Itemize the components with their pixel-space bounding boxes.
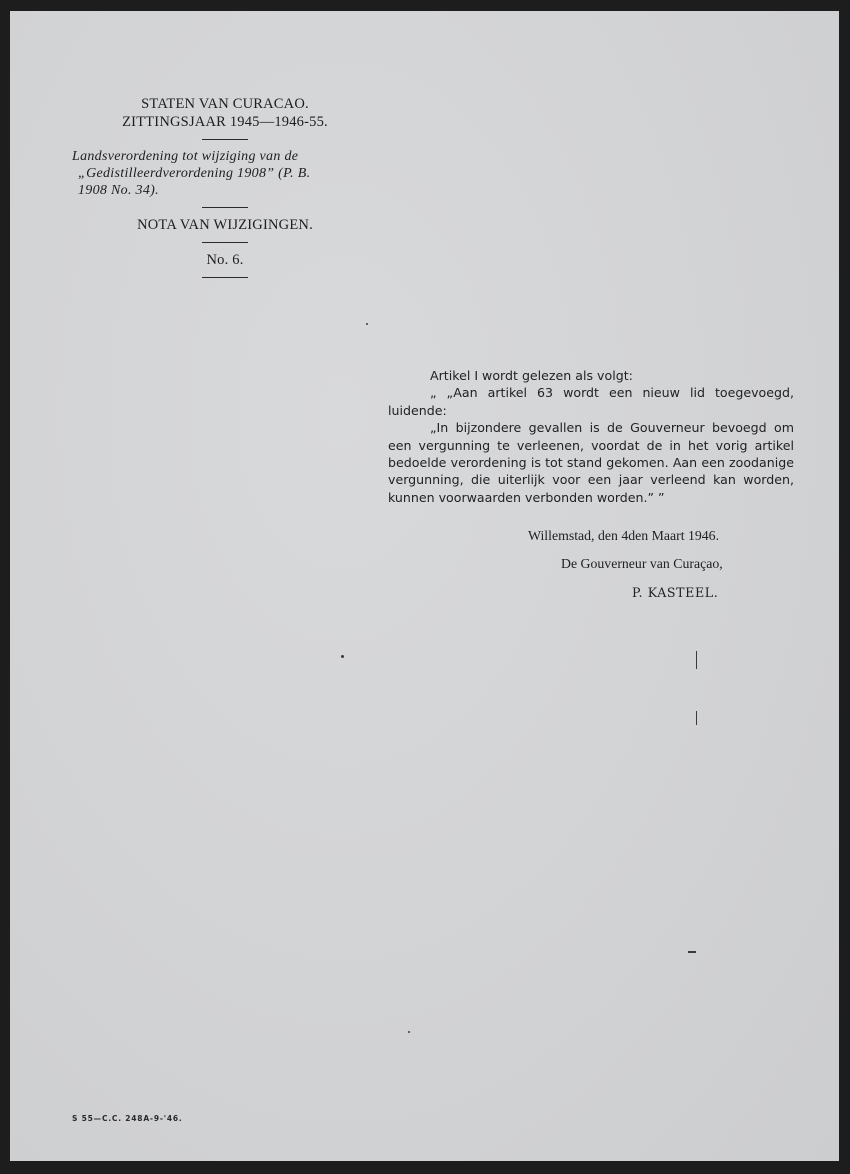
paragraph-new-clause: „In bijzondere gevallen is de Gouverneur bevoegd om een vergunning te verleenen, voordat de in het vorig artikel bedoelde verordening is tot stand gekomen. Aan een zoodanige vergunning, die uiterlijk voor een jaar verleend kan worden, kunnen voorwaarden verbonden worden.” ” [388,420,794,505]
paper-speck [366,323,368,325]
signatory-role: De Gouverneur van Curaçao, [561,556,723,571]
subject-line-1: Landsverordening tot wijziging van de [72,149,299,164]
subject-title [72,148,378,199]
signatory-name: P. KASTEEL. [632,585,719,600]
document-number: No. 6. [206,252,244,268]
subject-line-3: 1908 No. 34). [78,183,159,198]
paper-speck [688,951,696,953]
place-date: Willemstad, den 4den Maart 1946. [528,528,720,543]
paper-speck [341,655,344,658]
paper-speck [696,711,697,725]
subject-line-2: „Gedistilleerdverordening 1908” (P. B. [78,166,311,181]
header-block [72,95,378,286]
document-page [10,11,839,1161]
header-title: STATEN VAN CURACAO. [141,96,309,112]
paper-speck [696,651,697,669]
divider [202,242,248,243]
paper-speck [408,1031,410,1033]
amendment-text [388,367,794,506]
divider [202,207,248,208]
paragraph-intro: Artikel I wordt gelezen als volgt: [430,368,633,383]
print-code: S 55—C.C. 248A-9-'46. [72,1114,183,1123]
document-type: NOTA VAN WIJZIGINGEN. [137,217,313,233]
divider [202,277,248,278]
paragraph-amendment: „ „Aan artikel 63 wordt een nieuw lid toegevoegd, luidende: [388,385,794,418]
divider [202,139,248,140]
header-session: ZITTINGSJAAR 1945—1946-55. [122,114,328,130]
